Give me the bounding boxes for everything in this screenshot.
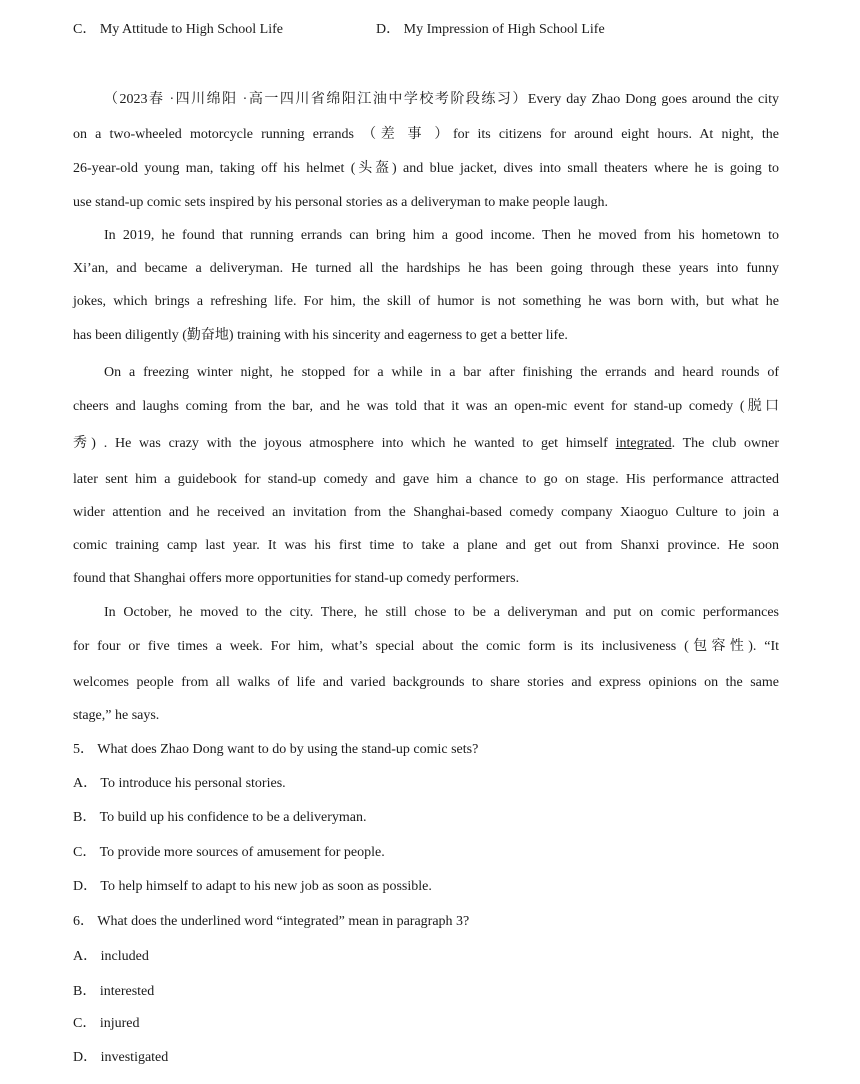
option-text: investigated	[100, 1050, 169, 1065]
underlined-word: integrated	[615, 436, 672, 451]
passage-p3-line2: cheers and laughs coming from the bar, and he was told that it was an open-mic event for stand-up comedy (脱口	[73, 399, 779, 414]
question-6-option-d[interactable]	[73, 1048, 168, 1068]
passage-p2-line1: In 2019, he found that running errands can bring him a good income. Then he moved from his hometown to	[104, 228, 779, 243]
passage-p1-line4: use stand-up comic sets inspired by his personal stories as a deliveryman to make people laugh.	[73, 195, 608, 210]
passage-p3-line4: later sent him a guidebook for stand-up comedy and gave him a chance to go on stage. His performance attracted	[73, 472, 779, 487]
question-6-option-c[interactable]	[73, 1014, 140, 1034]
option-letter: D．	[73, 879, 98, 894]
question-6-option-b[interactable]	[73, 982, 154, 1002]
option-letter: D．	[376, 22, 401, 37]
option-letter: B．	[73, 810, 97, 825]
passage-p1-line1: （2023春 ·四川绵阳 ·高一四川省绵阳江油中学校考阶段练习）Every day Zhao Dong goes around the city	[104, 92, 779, 107]
option-letter: C．	[73, 22, 97, 37]
option-text: My Impression of High School Life	[403, 22, 605, 37]
passage-p2-line3: jokes, which brings a refreshing life. For him, the skill of humor is not something he was born with, but what he	[73, 294, 779, 309]
passage-p1-line2: on a two-wheeled motorcycle running errands （差 事 ）for its citizens for around eight hours. At night, the	[73, 127, 779, 142]
option-letter: A．	[73, 776, 98, 791]
passage-p3-line5: wider attention and he received an invitation from the Shanghai-based comedy company Xiaoguo Culture to join a	[73, 505, 779, 520]
question-5-stem	[73, 740, 478, 760]
option-letter: A．	[73, 949, 98, 964]
passage-p4-line4: stage,” he says.	[73, 708, 160, 723]
option-text: included	[100, 949, 149, 964]
passage-p3-line6: comic training camp last year. It was his first time to take a plane and get out from Shanxi province. He soon	[73, 538, 779, 553]
passage-p4-line3: welcomes people from all walks of life and varied backgrounds to share stories and express opinions on the same	[73, 675, 779, 690]
passage-p3-line3: 秀) . He was crazy with the joyous atmosphere into which he wanted to get himself integrated. The club owner	[73, 436, 780, 451]
passage-p2-line2: Xi’an, and became a deliveryman. He turned all the hardships he has been going through these years into funny	[73, 261, 779, 276]
prev-option-c	[73, 20, 283, 40]
question-6-option-a[interactable]	[73, 947, 149, 967]
option-text: To build up his confidence to be a deliveryman.	[99, 810, 367, 825]
question-5-option-c[interactable]	[73, 843, 385, 863]
question-text: What does Zhao Dong want to do by using the stand-up comic sets?	[97, 742, 479, 757]
option-letter: C．	[73, 1016, 97, 1031]
option-letter: B．	[73, 984, 97, 999]
option-text: To provide more sources of amusement for people.	[99, 845, 385, 860]
passage-p1-line3: 26-year-old young man, taking off his helmet (头盔) and blue jacket, dives into small theaters where he is going to	[73, 161, 779, 176]
prev-option-d	[376, 20, 605, 40]
question-number: 6．	[73, 914, 94, 929]
question-5-option-b[interactable]	[73, 808, 366, 828]
question-6-stem	[73, 912, 469, 932]
passage-p3-line1: On a freezing winter night, he stopped for a while in a bar after finishing the errands and heard rounds of	[104, 365, 779, 380]
option-text: My Attitude to High School Life	[99, 22, 283, 37]
question-number: 5．	[73, 742, 94, 757]
option-letter: C．	[73, 845, 97, 860]
passage-p4-line2: for four or five times a week. For him, what’s special about the comic form is its inclusiveness (包容性). “It	[73, 639, 779, 654]
passage-source: （2023春 ·四川绵阳 ·高一四川省绵阳江油中学校考阶段练习）	[104, 92, 528, 107]
option-text: To introduce his personal stories.	[100, 776, 286, 791]
question-text: What does the underlined word “integrated” mean in paragraph 3?	[97, 914, 470, 929]
option-text: To help himself to adapt to his new job as soon as possible.	[100, 879, 432, 894]
option-text: injured	[99, 1016, 140, 1031]
option-text: interested	[99, 984, 155, 999]
option-letter: D．	[73, 1050, 98, 1065]
question-5-option-a[interactable]	[73, 774, 286, 794]
passage-p4-line1: In October, he moved to the city. There, he still chose to be a deliveryman and put on comic performances	[104, 605, 779, 620]
question-5-option-d[interactable]	[73, 877, 432, 897]
passage-p3-line7: found that Shanghai offers more opportunities for stand-up comedy performers.	[73, 571, 520, 586]
passage-p2-line4: has been diligently (勤奋地) training with his sincerity and eagerness to get a better life.	[73, 328, 568, 343]
